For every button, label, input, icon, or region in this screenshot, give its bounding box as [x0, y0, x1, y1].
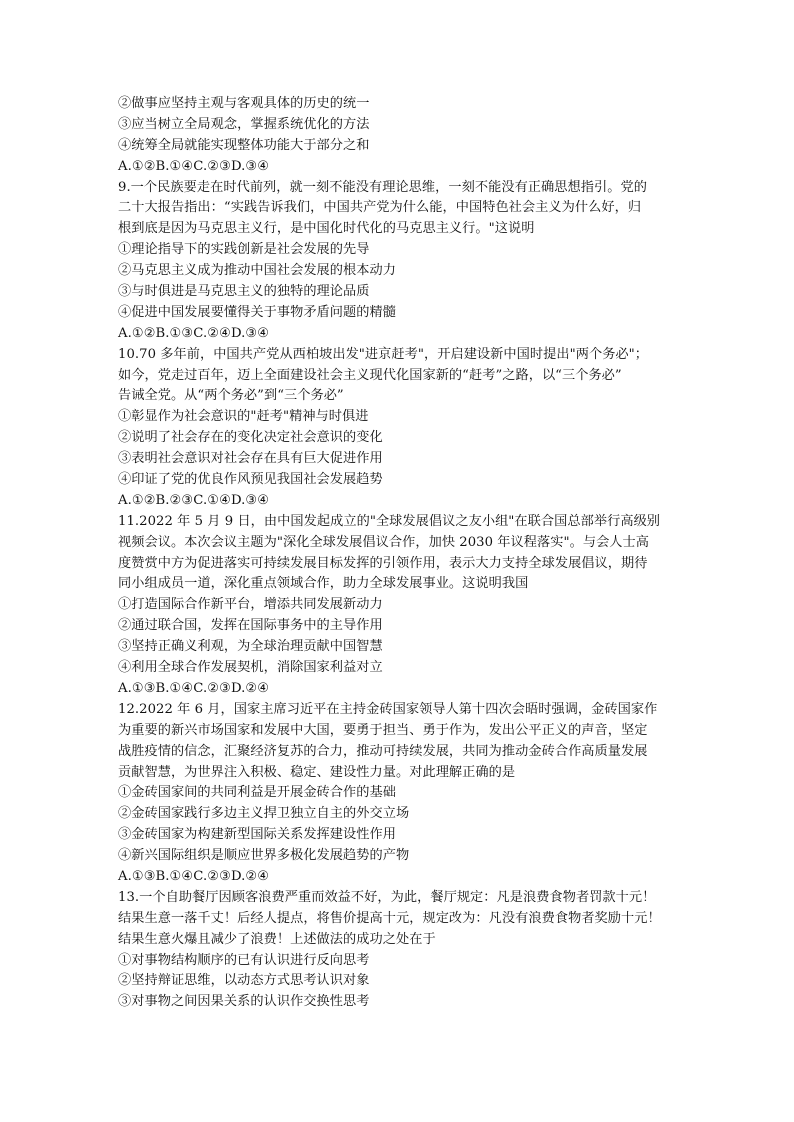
text-line: 告诫全党。从“两个务必”到“三个务必”: [118, 388, 344, 404]
text-line: ④新兴国际组织是顺应世界多极化发展趋势的产物: [118, 848, 410, 864]
text-line: 为重要的新兴市场国家和发展中大国，要勇于担当、勇于作为，发出公平正义的声音，坚定: [118, 722, 648, 738]
text-line: ③坚持正确义利观，为全球治理贡献中国智慧: [118, 639, 383, 655]
question-text: [118, 94, 690, 1013]
text-line: ②做事应坚持主观与客观具体的历史的统一: [118, 96, 370, 111]
text-line: ③对事物之间因果关系的认识作交换性思考: [118, 994, 370, 1010]
text-line: ④印证了党的优良作风预见我国社会发展趋势: [118, 472, 383, 488]
text-line: ③应当树立全局观念，掌握系统优化的方法: [118, 116, 370, 132]
text-line: 视频会议。本次会议主题为"深化全球发展倡议合作，加快 2030 年议程落实"。与会人士高: [118, 534, 650, 550]
text-line: 度赞赏中方为促进落实可持续发展目标发挥的引领作用，表示大力支持全球发展倡议，期待: [118, 555, 648, 571]
text-line: 根到底是因为马克思主义行，是中国化时代化的马克思主义行。"这说明: [118, 221, 535, 237]
answer-options: A.①③B.①④C.②③D.②④: [118, 680, 270, 696]
text-line: 同小组成员一道，深化重点领域合作，助力全球发展事业。这说明我国: [118, 576, 529, 592]
question-13-stem: 13.一个自助餐厅因顾客浪费严重而效益不好，为此，餐厅规定：凡是浪费食物者罚款十元！: [118, 889, 656, 905]
question-11-stem: 11.2022 年 5 月 9 日，由中国发起成立的"全球发展倡议之友小组"在联合国总部举行高级别: [118, 513, 661, 529]
text-line: ②坚持辩证思维，以动态方式思考认识对象: [118, 973, 370, 989]
text-line: ③表明社会意识对社会存在具有巨大促进作用: [118, 451, 383, 467]
text-line: 二十大报告指出：“实践告诉我们，中国共产党为什么能，中国特色社会主义为什么好，归: [118, 200, 642, 216]
question-9-stem: 9.一个民族要走在时代前列，就一刻不能没有理论思维，一刻不能没有正确思想指引。党的: [118, 179, 647, 195]
text-line: ①打造国际合作新平台，增添共同发展新动力: [118, 597, 383, 613]
question-10-stem: 10.70 多年前，中国共产党从西柏坡出发"进京赶考"，开启建设新中国时提出"两个务必"；: [118, 346, 649, 362]
answer-options: A.①③B.①④C.②③D.②④: [118, 868, 270, 884]
text-line: 结果生意一落千丈！后经人提点，将售价提高十元，规定改为：凡没有浪费食物者奖励十元！: [118, 910, 661, 926]
text-line: ③与时俱进是马克思主义的独特的理论品质: [118, 284, 370, 300]
text-line: 如今，党走过百年，迈上全面建设社会主义现代化国家新的“赶考”之路，以“三个务必”: [118, 367, 622, 383]
text-line: ②金砖国家践行多边主义捍卫独立自主的外交立场: [118, 806, 410, 822]
text-line: 战胜疫情的信念，汇聚经济复苏的合力，推动可持续发展，共同为推动金砖合作高质量发展: [118, 743, 648, 759]
text-line: 贡献智慧，为世界注入积极、稳定、建设性力量。对此理解正确的是: [118, 764, 516, 780]
text-line: 结果生意火爆且减少了浪费！上述做法的成功之处在于: [118, 931, 436, 947]
text-line: ④统筹全局就能实现整体功能大于部分之和: [118, 137, 370, 153]
text-line: ④利用全球合作发展契机，消除国家利益对立: [118, 660, 383, 676]
text-line: ③金砖国家为构建新型国际关系发挥建设性作用: [118, 827, 396, 843]
text-line: ②通过联合国，发挥在国际事务中的主导作用: [118, 618, 383, 634]
text-line: ①金砖国家间的共同利益是开展金砖合作的基础: [118, 785, 396, 801]
text-line: ②马克思主义成为推动中国社会发展的根本动力: [118, 263, 396, 279]
answer-options: A.①②B.①④C.②③D.③④: [118, 158, 270, 174]
text-line: ①理论指导下的实践创新是社会发展的先导: [118, 242, 370, 258]
text-line: ④促进中国发展要懂得关于事物矛盾问题的精髓: [118, 304, 396, 320]
text-line: ①彰显作为社会意识的"赶考"精神与时俱进: [118, 409, 369, 425]
text-line: ①对事物结构顺序的已有认识进行反向思考: [118, 952, 370, 968]
answer-options: A.①②B.②③C.①④D.③④: [118, 492, 270, 508]
text-line: ②说明了社会存在的变化决定社会意识的变化: [118, 430, 383, 446]
answer-options: A.①②B.①③C.②④D.③④: [118, 325, 270, 341]
question-12-stem: 12.2022 年 6 月，国家主席习近平在主持金砖国家领导人第十四次会晤时强调，金砖国家作: [118, 701, 658, 717]
